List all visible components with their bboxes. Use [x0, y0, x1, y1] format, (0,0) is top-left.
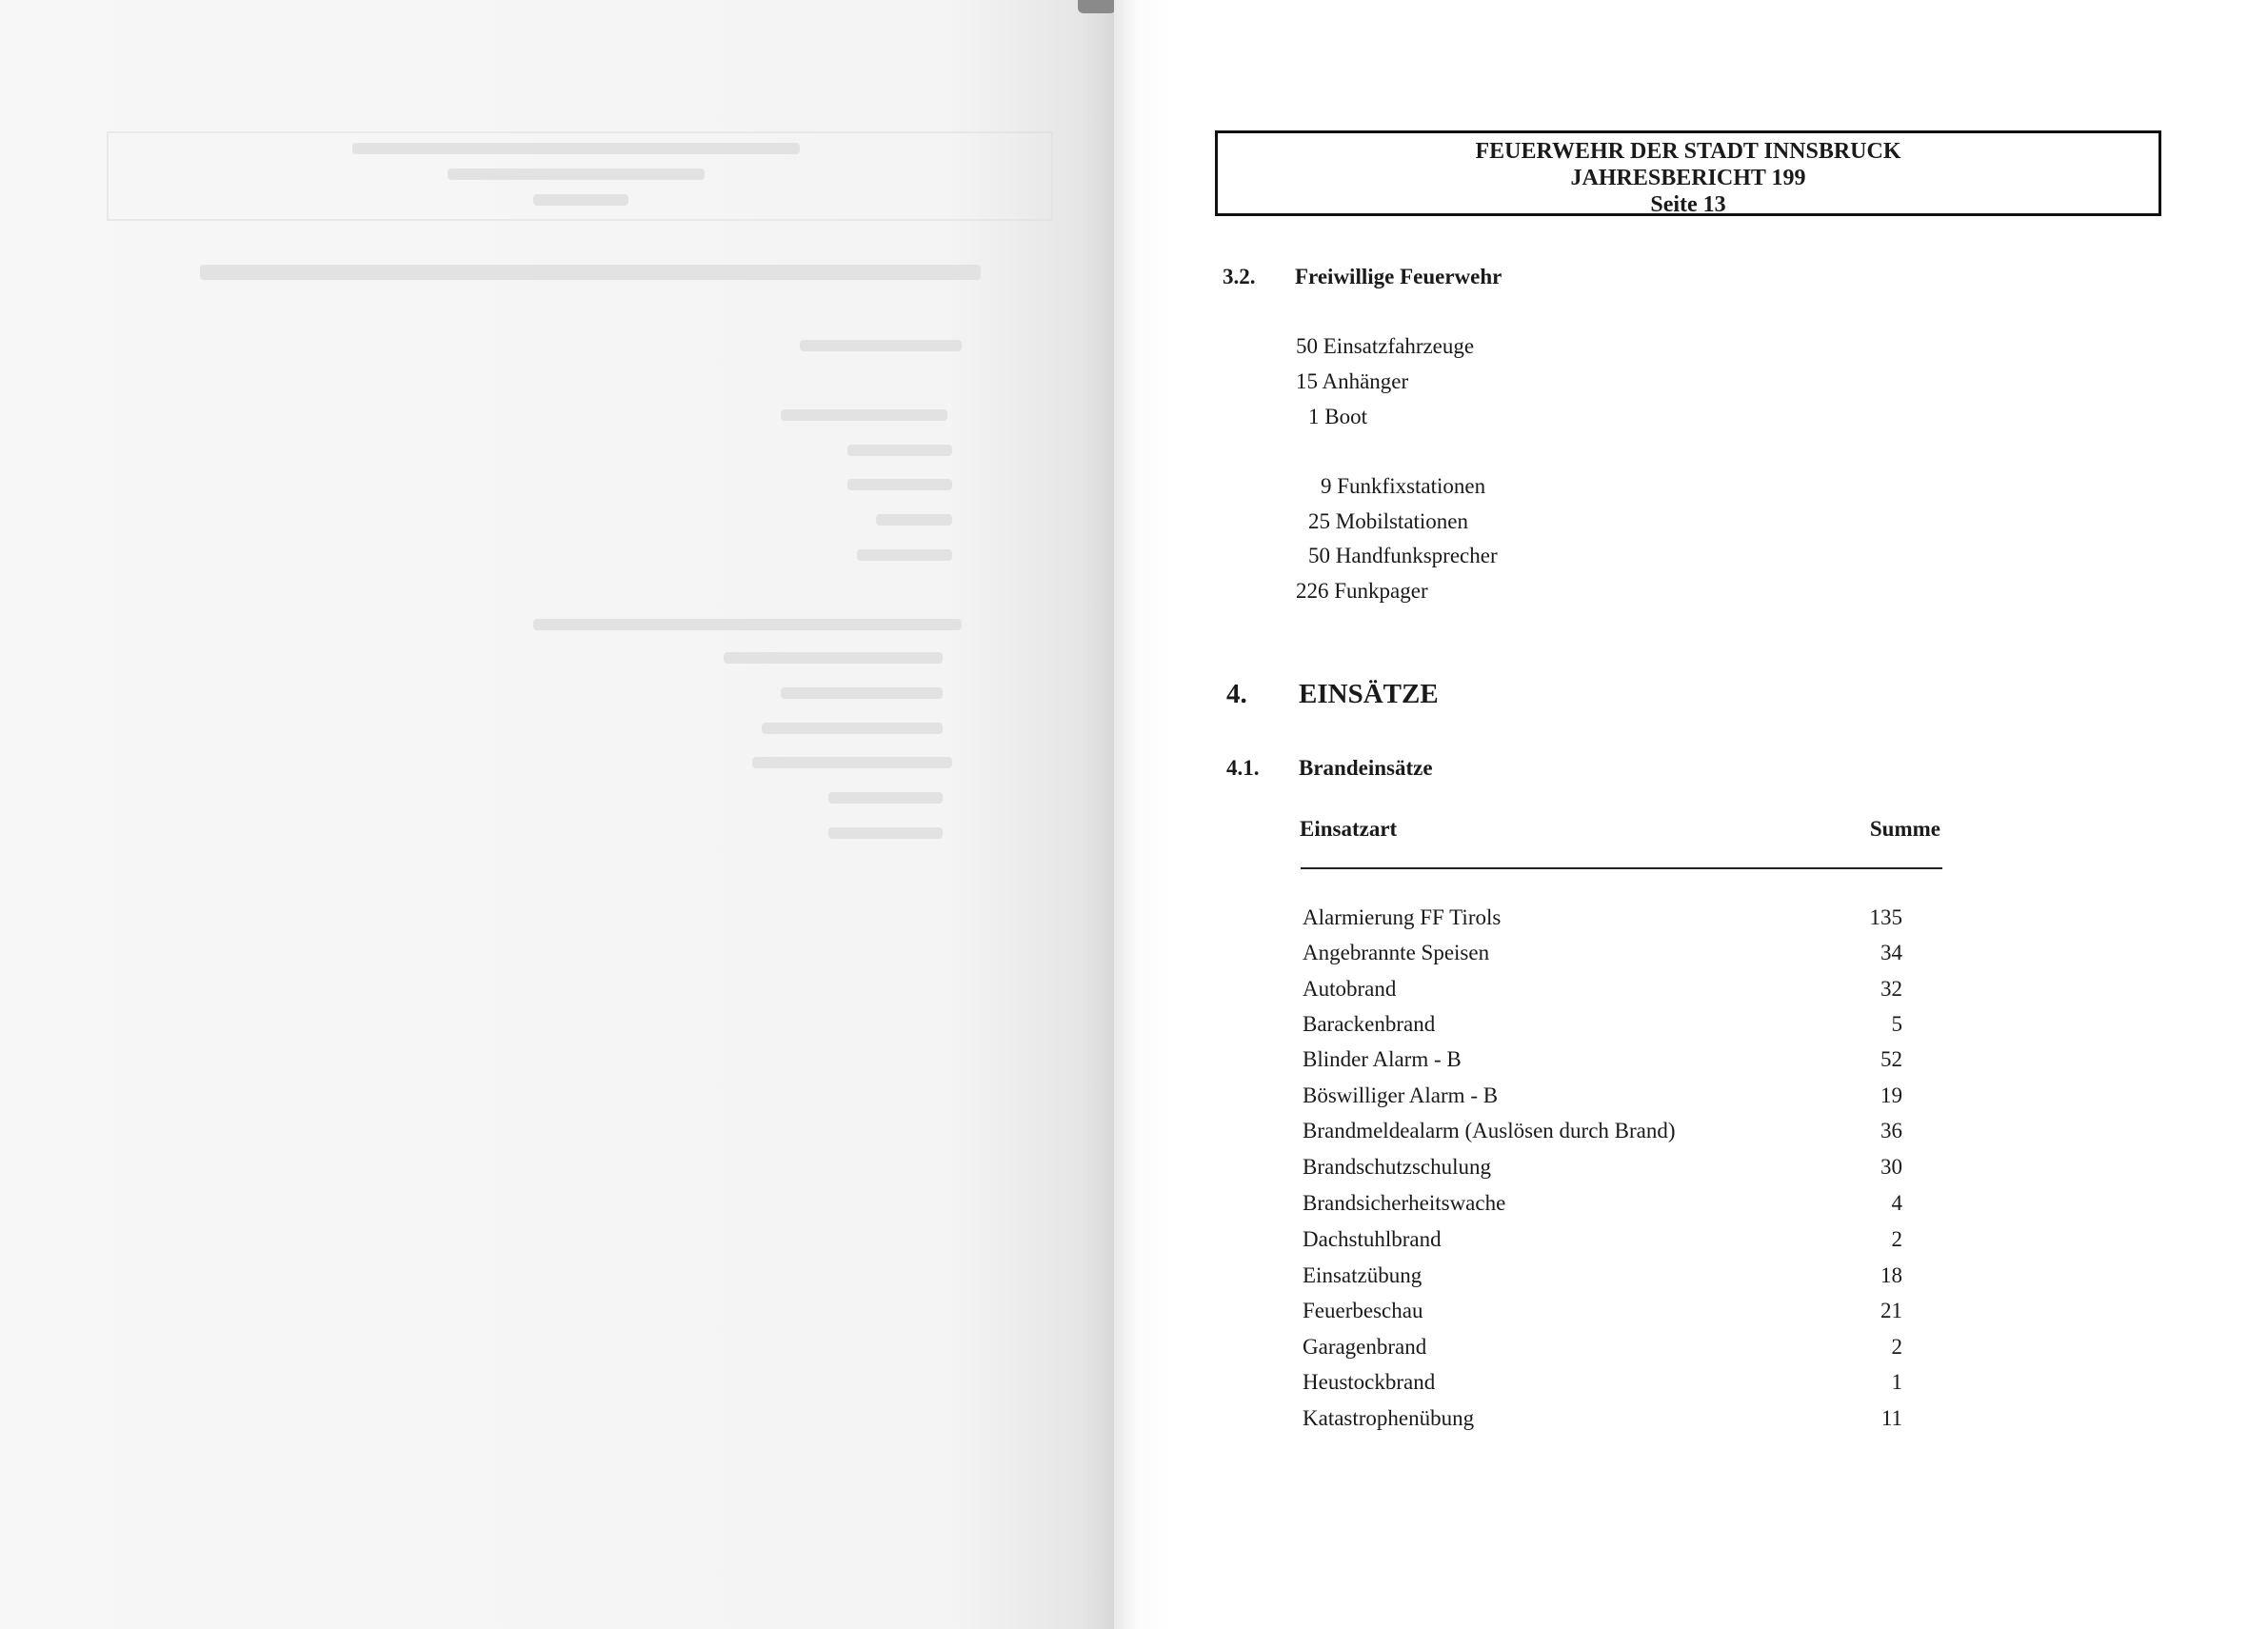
chapter-number: 4. — [1226, 679, 1247, 709]
table-row-label: Böswilliger Alarm - B — [1303, 1083, 1499, 1107]
ghost-text — [533, 619, 962, 630]
table-row-label: Katastrophenübung — [1303, 1406, 1475, 1430]
table-row-label: Blinder Alarm - B — [1303, 1047, 1462, 1071]
table-row-label: Brandschutzschulung — [1303, 1155, 1492, 1179]
table-row-label: Angebrannte Speisen — [1303, 941, 1490, 964]
list-item: 50 Einsatzfahrzeuge — [1296, 334, 1475, 358]
header-title: FEUERWEHR DER STADT INNSBRUCK — [1475, 139, 1901, 164]
table-row-label: Autobrand — [1303, 977, 1397, 1001]
table-row-value: 32 — [1880, 977, 1902, 1001]
list-item: 9 Funkfixstationen — [1321, 474, 1486, 498]
header-page-number: Seite 13 — [1650, 192, 1726, 217]
table-row-value: 18 — [1880, 1263, 1902, 1287]
table-row-value: 4 — [1891, 1191, 1902, 1215]
table-row-value: 2 — [1891, 1227, 1902, 1251]
ghost-text — [781, 409, 947, 421]
ghost-text — [352, 143, 800, 154]
column-header-type: Einsatzart — [1300, 817, 1398, 841]
section-number: 3.2. — [1223, 265, 1256, 288]
table-row-value: 11 — [1880, 1406, 1902, 1430]
table-row-label: Einsatzübung — [1303, 1263, 1422, 1287]
table-row-value: 1 — [1891, 1370, 1902, 1394]
table-row-label: Heustockbrand — [1303, 1370, 1436, 1394]
table-row-value: 30 — [1880, 1155, 1902, 1179]
table-row-value: 52 — [1880, 1047, 1902, 1071]
list-item: 226 Funkpager — [1296, 579, 1428, 603]
ghost-text — [847, 479, 952, 490]
table-row-label: Alarmierung FF Tirols — [1303, 905, 1502, 929]
ghost-text — [828, 827, 943, 839]
ghost-text — [847, 445, 952, 456]
list-item: 25 Mobilstationen — [1308, 509, 1469, 533]
table-row-value: 34 — [1880, 941, 1902, 964]
table-row-label: Feuerbeschau — [1303, 1299, 1423, 1322]
header-report-name: JAHRESBERICHT 199 — [1570, 166, 1806, 190]
section-number: 4.1. — [1226, 756, 1260, 780]
table-row-value: 135 — [1869, 905, 1902, 929]
ghost-text — [752, 757, 952, 768]
ghost-text — [724, 652, 943, 664]
document-header-box — [1215, 130, 2161, 216]
ghost-text — [762, 723, 943, 734]
ghost-text — [828, 792, 943, 804]
table-row-label: Brandsicherheitswache — [1303, 1191, 1506, 1215]
table-header-rule — [1301, 867, 1942, 869]
section-title: Freiwillige Feuerwehr — [1295, 265, 1502, 288]
section-title: Brandeinsätze — [1299, 756, 1433, 780]
binding-clip — [1078, 0, 1116, 13]
table-row-value: 2 — [1891, 1335, 1902, 1359]
table-row-label: Dachstuhlbrand — [1303, 1227, 1442, 1251]
list-item: 1 Boot — [1308, 405, 1367, 428]
chapter-title: EINSÄTZE — [1299, 679, 1439, 709]
table-row-value: 19 — [1880, 1083, 1902, 1107]
table-row-value: 21 — [1880, 1299, 1902, 1322]
left-page-blank — [0, 0, 1114, 1629]
ghost-text — [876, 514, 952, 526]
column-header-sum: Summe — [1869, 817, 1940, 841]
list-item: 50 Handfunksprecher — [1308, 544, 1498, 567]
ghost-text — [448, 169, 705, 180]
table-row-label: Barackenbrand — [1303, 1012, 1436, 1036]
list-item: 15 Anhänger — [1296, 369, 1409, 393]
ghost-text — [200, 265, 981, 280]
ghost-text — [533, 194, 628, 206]
right-page — [1114, 0, 2268, 1629]
ghost-text — [781, 687, 943, 699]
ghost-text — [857, 549, 952, 561]
table-row-label: Garagenbrand — [1303, 1335, 1427, 1359]
table-row-value: 36 — [1880, 1119, 1902, 1142]
table-row-value: 5 — [1891, 1012, 1902, 1036]
table-row-label: Brandmeldealarm (Auslösen durch Brand) — [1303, 1119, 1676, 1142]
ghost-text — [800, 340, 962, 351]
